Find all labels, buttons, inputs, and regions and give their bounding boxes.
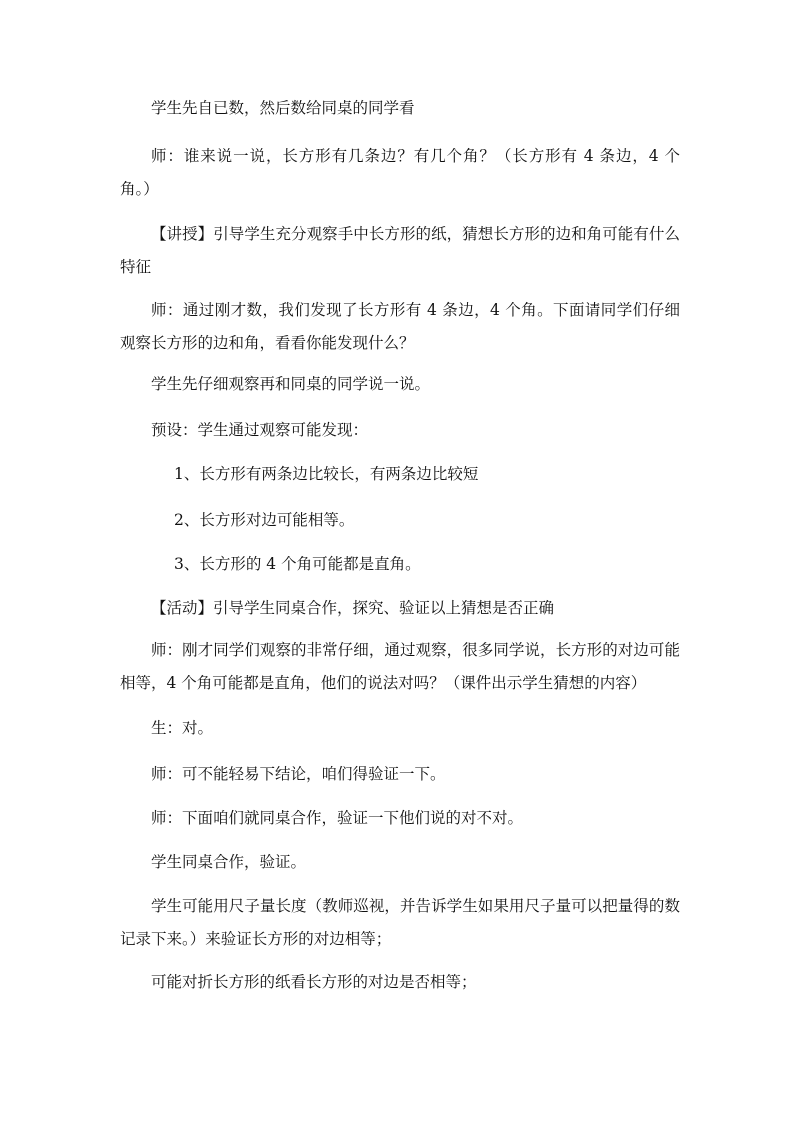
paragraph-1: 学生先自已数，然后数给同桌的同学看 xyxy=(151,99,415,117)
list-item-3: 3、长方形的 4 个角可能都是直角。 xyxy=(174,555,421,573)
paragraph-14: 可能对折长方形的纸看长方形的对边是否相等； xyxy=(151,973,477,991)
paragraph-9: 生：对。 xyxy=(151,719,214,737)
paragraph-4: 师：通过刚才数，我们发现了长方形有 4 条边，4 个角。下面请同学们仔细观察长方形的边和角，看看你能发现什么？ xyxy=(120,301,680,352)
list-item-2: 2、长方形对边可能相等。 xyxy=(174,511,355,529)
paragraph-5: 学生先仔细观察再和同桌的同学说一说。 xyxy=(151,375,431,393)
paragraph-12: 学生同桌合作，验证。 xyxy=(151,853,307,871)
paragraph-7: 【活动】引导学生同桌合作，探究、验证以上猜想是否正确 xyxy=(151,599,555,617)
paragraph-6: 预设：学生通过观察可能发现： xyxy=(151,421,369,439)
paragraph-2: 师：谁来说一说，长方形有几条边？有几个角？（长方形有 4 条边，4 个角。） xyxy=(120,147,680,198)
list-item-1: 1、长方形有两条边比较长，有两条边比较短 xyxy=(174,465,479,483)
paragraph-13: 学生可能用尺子量长度（教师巡视，并告诉学生如果用尺子量可以把量得的数记录下来。）来验证长方形的对边相等； xyxy=(120,897,680,948)
paragraph-11: 师：下面咱们就同桌合作，验证一下他们说的对不对。 xyxy=(151,809,524,827)
paragraph-3: 【讲授】引导学生充分观察手中长方形的纸，猜想长方形的边和角可能有什么特征 xyxy=(120,225,680,276)
paragraph-8: 师：刚才同学们观察的非常仔细，通过观察，很多同学说，长方形的对边可能相等，4 个角可能都是直角，他们的说法对吗？（课件出示学生猜想的内容） xyxy=(120,641,680,692)
paragraph-10: 师：可不能轻易下结论，咱们得验证一下。 xyxy=(151,765,446,783)
